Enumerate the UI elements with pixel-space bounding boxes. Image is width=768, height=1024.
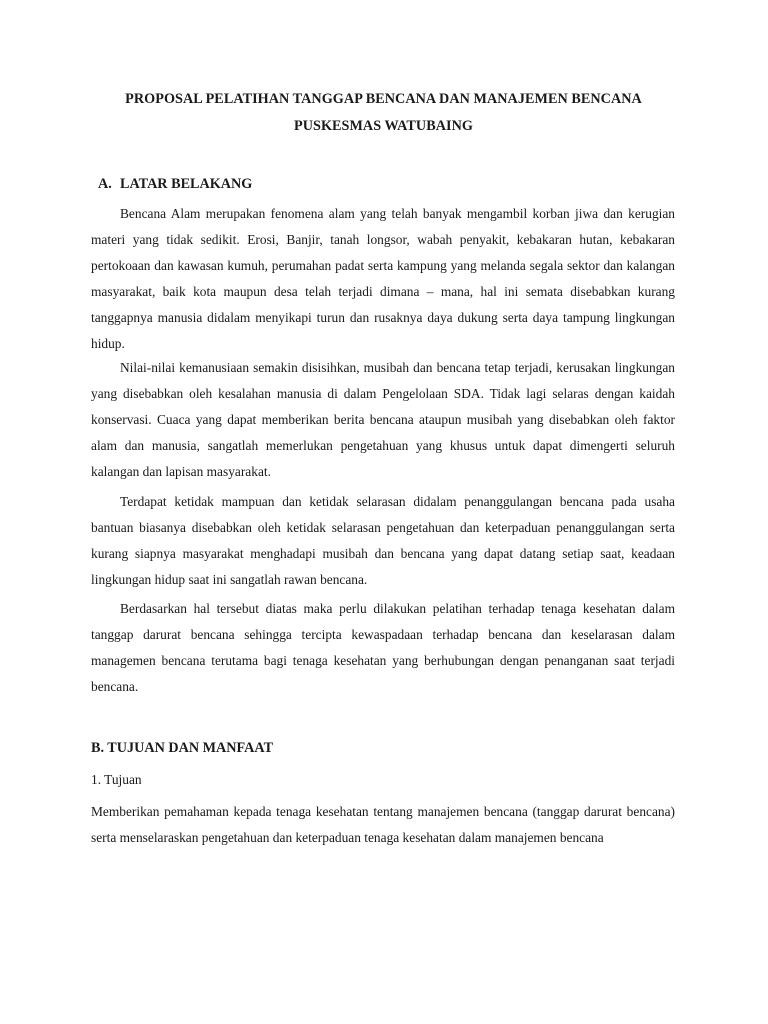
- title-line-1: PROPOSAL PELATIHAN TANGGAP BENCANA DAN MANAJEMEN BENCANA: [125, 91, 642, 107]
- paragraph-1: Bencana Alam merupakan fenomena alam yang telah banyak mengambil korban jiwa dan kerugian materi yang tidak sedikit. Erosi, Banjir, tanah longsor, wabah penyakit, kebakaran hutan, kebakaran pertokoaan dan kawasan kumuh, perumahan padat serta kampung yang melanda segala sektor dan kalangan masyarakat, baik kota maupun desa telah terjadi dimana – mana, hal ini semata disebabkan kurang tanggapnya manusia didalam menyikapi turun dan rusaknya daya dukung serta daya tampung lingkungan hidup.: [91, 206, 675, 352]
- tujuan-subheading: 1. Tujuan: [91, 772, 142, 787]
- section-a-title: LATAR BELAKANG: [120, 176, 253, 192]
- paragraph-4: Berdasarkan hal tersebut diatas maka perlu dilakukan pelatihan terhadap tenaga kesehatan dalam tanggap darurat bencana sehingga tercipta kewaspadaan terhadap bencana dan keselarasan dalam managemen bencana terutama bagi tenaga kesehatan yang berhubungan dengan penanganan saat terjadi bencana.: [91, 601, 675, 695]
- section-a-heading: [98, 174, 252, 194]
- tujuan-paragraph: Memberikan pemahaman kepada tenaga kesehatan tentang manajemen bencana (tanggap darurat bencana) serta menselaraskan pengetahuan dan keterpaduan tenaga kesehatan dalam manajemen bencana: [91, 804, 675, 846]
- paragraph-3: Terdapat ketidak mampuan dan ketidak selarasan didalam penanggulangan bencana pada usaha bantuan biasanya disebabkan oleh ketidak selarasan pengetahuan dan keterpaduan penanggulangan serta kurang siapnya masyarakat menghadapi musibah dan bencana yang dapat datang setiap saat, keadaan lingkungan hidup saat ini sangatlah rawan bencana.: [91, 494, 675, 588]
- paragraph-2: Nilai-nilai kemanusiaan semakin disisihkan, musibah dan bencana tetap terjadi, kerusakan lingkungan yang disebabkan oleh kesalahan manusia di dalam Pengelolaan SDA. Tidak lagi selaras dengan kaidah konservasi. Cuaca yang dapat memberikan berita bencana ataupun musibah yang disebabkan oleh faktor alam dan manusia, sangatlah memerlukan pengetahuan yang khusus untuk dapat dimengerti seluruh kalangan dan lapisan masyarakat.: [91, 360, 675, 480]
- title-line-2: PUSKESMAS WATUBAING: [294, 118, 473, 134]
- section-a-letter: A.: [98, 176, 112, 192]
- section-b-heading: B. TUJUAN DAN MANFAAT: [91, 740, 274, 756]
- document-title: [91, 86, 676, 140]
